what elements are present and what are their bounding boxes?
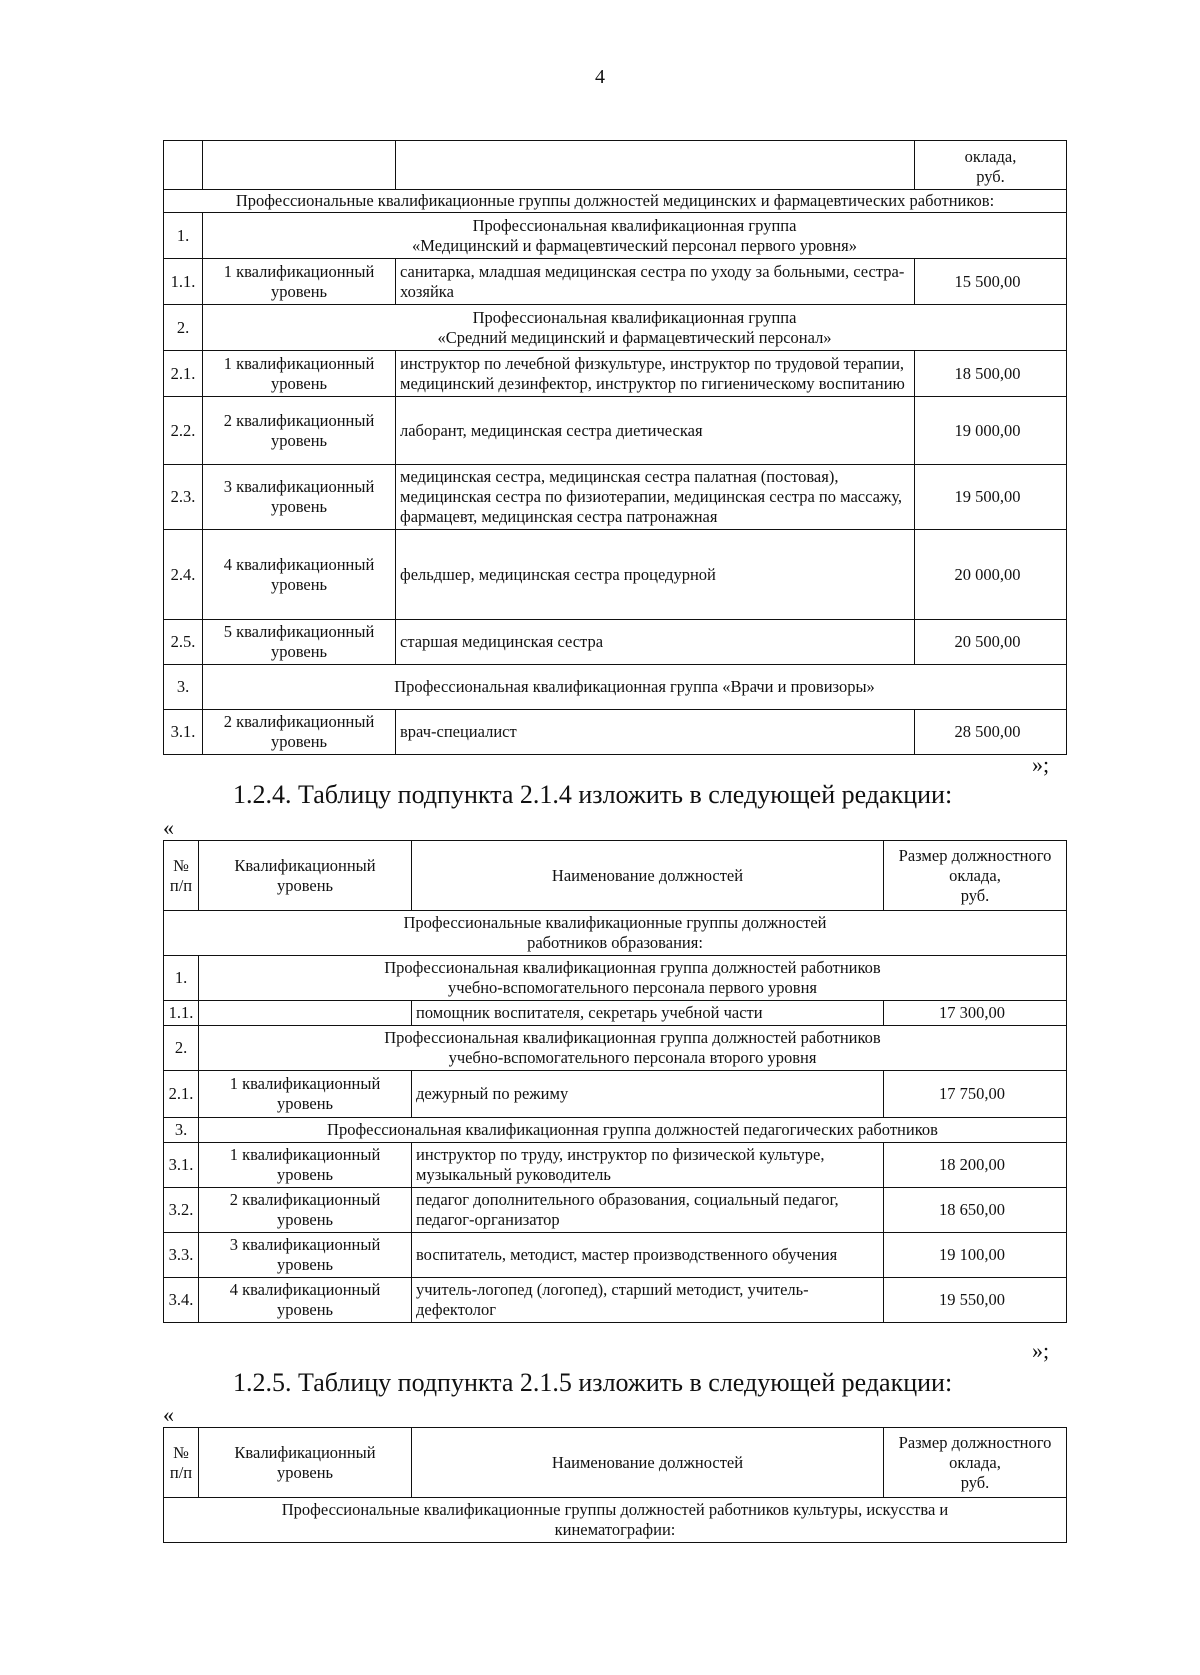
position-names: инструктор по труду, инструктор по физической культуре, музыкальный руководитель xyxy=(412,1143,884,1188)
salary-value: 19 100,00 xyxy=(884,1233,1067,1278)
salary-header-cell: оклада, руб. xyxy=(915,141,1067,190)
group-title-row xyxy=(164,911,1067,956)
header-salary: Размер должностного оклада, руб. xyxy=(884,1428,1067,1498)
group-name: Профессиональная квалификационная группа должностей работников учебно-вспомогательного персонала второго уровня xyxy=(199,1026,1067,1071)
position-names: помощник воспитателя, секретарь учебной части xyxy=(412,1001,884,1026)
row-number: 1. xyxy=(164,956,199,1001)
group-row xyxy=(164,1118,1067,1143)
page-number: 4 xyxy=(595,66,605,88)
row-number: 3. xyxy=(164,1118,199,1143)
section-heading-1-2-4: 1.2.4. Таблицу подпункта 2.1.4 изложить в следующей редакции: xyxy=(233,780,953,809)
salary-value: 17 750,00 xyxy=(884,1071,1067,1118)
position-names: педагог дополнительного образования, социальный педагог, педагог-организатор xyxy=(412,1188,884,1233)
header-level: Квалификационный уровень xyxy=(199,841,412,911)
row-number: 2.1. xyxy=(164,351,203,397)
row-number: 3. xyxy=(164,665,203,710)
position-names: дежурный по режиму xyxy=(412,1071,884,1118)
salary-value: 19 000,00 xyxy=(915,397,1067,465)
salary-value: 19 500,00 xyxy=(915,465,1067,530)
header-number: № п/п xyxy=(164,1428,199,1498)
row-number: 1.1. xyxy=(164,1001,199,1026)
qualification-level: 4 квалификационный уровень xyxy=(199,1278,412,1323)
row-number: 2.3. xyxy=(164,465,203,530)
position-names: инструктор по лечебной физкультуре, инструктор по трудовой терапии, медицинский дезинфектор, инструктор по гигиеническому воспитанию xyxy=(396,351,915,397)
position-names: фельдшер, медицинская сестра процедурной xyxy=(396,530,915,620)
group-title-row xyxy=(164,190,1067,213)
header-level: Квалификационный уровень xyxy=(199,1428,412,1498)
group-title: Профессиональные квалификационные группы должностей медицинских и фармацевтических работников: xyxy=(164,190,1067,213)
salary-value: 20 500,00 xyxy=(915,620,1067,665)
qualification-level: 3 квалификационный уровень xyxy=(199,1233,412,1278)
qualification-level xyxy=(199,1001,412,1026)
table-row xyxy=(164,465,1067,530)
row-number: 3.4. xyxy=(164,1278,199,1323)
qualification-level: 2 квалификационный уровень xyxy=(203,710,396,755)
table-row xyxy=(164,259,1067,305)
position-names: врач-специалист xyxy=(396,710,915,755)
salary-value: 18 200,00 xyxy=(884,1143,1067,1188)
row-number: 2. xyxy=(164,1026,199,1071)
group-row xyxy=(164,1026,1067,1071)
salary-value: 28 500,00 xyxy=(915,710,1067,755)
group-title-row xyxy=(164,1498,1067,1543)
position-names: воспитатель, методист, мастер производственного обучения xyxy=(412,1233,884,1278)
qualification-level: 1 квалификационный уровень xyxy=(203,351,396,397)
group-name: Профессиональная квалификационная группа «Средний медицинский и фармацевтический персонал» xyxy=(203,305,1067,351)
table-row xyxy=(164,1188,1067,1233)
header-number: № п/п xyxy=(164,841,199,911)
table-row xyxy=(164,710,1067,755)
opening-quote: « xyxy=(163,1402,174,1427)
qualification-level: 5 квалификационный уровень xyxy=(203,620,396,665)
education-staff-salary-table xyxy=(163,840,1067,1323)
row-number: 2.2. xyxy=(164,397,203,465)
table-row xyxy=(164,1071,1067,1118)
closing-quote: »; xyxy=(1032,1338,1050,1363)
row-number: 2.5. xyxy=(164,620,203,665)
group-row xyxy=(164,665,1067,710)
qualification-level: 1 квалификационный уровень xyxy=(203,259,396,305)
header-positions: Наименование должностей xyxy=(412,841,884,911)
group-name: Профессиональная квалификационная группа «Медицинский и фармацевтический персонал первого уровня» xyxy=(203,213,1067,259)
table-row xyxy=(164,1001,1067,1026)
qualification-level: 1 квалификационный уровень xyxy=(199,1143,412,1188)
qualification-level: 3 квалификационный уровень xyxy=(203,465,396,530)
row-number: 3.2. xyxy=(164,1188,199,1233)
table-row xyxy=(164,620,1067,665)
header-salary: Размер должностного оклада, руб. xyxy=(884,841,1067,911)
group-row xyxy=(164,305,1067,351)
section-heading-1-2-5: 1.2.5. Таблицу подпункта 2.1.5 изложить в следующей редакции: xyxy=(233,1368,953,1397)
row-number: 2.1. xyxy=(164,1071,199,1118)
qualification-level: 1 квалификационный уровень xyxy=(199,1071,412,1118)
opening-quote: « xyxy=(163,815,174,840)
salary-value: 20 000,00 xyxy=(915,530,1067,620)
row-number: 3.1. xyxy=(164,710,203,755)
table-row xyxy=(164,1143,1067,1188)
group-name: Профессиональная квалификационная группа должностей педагогических работников xyxy=(199,1118,1067,1143)
table-row xyxy=(164,530,1067,620)
position-names: санитарка, младшая медицинская сестра по уходу за больными, сестра-хозяйка xyxy=(396,259,915,305)
group-name: Профессиональная квалификационная группа «Врачи и провизоры» xyxy=(203,665,1067,710)
table-header-row xyxy=(164,841,1067,911)
row-number: 2.4. xyxy=(164,530,203,620)
position-names: старшая медицинская сестра xyxy=(396,620,915,665)
position-names: учитель-логопед (логопед), старший методист, учитель-дефектолог xyxy=(412,1278,884,1323)
position-names: медицинская сестра, медицинская сестра палатная (постовая), медицинская сестра по физиотерапии, медицинская сестра по массажу, фармацевт, медицинская сестра патронажная xyxy=(396,465,915,530)
header-positions: Наименование должностей xyxy=(412,1428,884,1498)
table-row xyxy=(164,397,1067,465)
group-row xyxy=(164,213,1067,259)
table-row xyxy=(164,1233,1067,1278)
table-header-row xyxy=(164,1428,1067,1498)
row-number: 3.1. xyxy=(164,1143,199,1188)
row-number: 3.3. xyxy=(164,1233,199,1278)
salary-value: 18 650,00 xyxy=(884,1188,1067,1233)
row-number: 1. xyxy=(164,213,203,259)
closing-quote: »; xyxy=(1032,752,1050,777)
salary-value: 19 550,00 xyxy=(884,1278,1067,1323)
medical-staff-salary-table xyxy=(163,140,1067,755)
salary-value: 15 500,00 xyxy=(915,259,1067,305)
table-row xyxy=(164,1278,1067,1323)
salary-value: 18 500,00 xyxy=(915,351,1067,397)
salary-value: 17 300,00 xyxy=(884,1001,1067,1026)
group-row xyxy=(164,956,1067,1001)
group-title: Профессиональные квалификационные группы должностей работников образования: xyxy=(164,911,1067,956)
qualification-level: 2 квалификационный уровень xyxy=(199,1188,412,1233)
table-header-row xyxy=(164,141,1067,190)
group-name: Профессиональная квалификационная группа должностей работников учебно-вспомогательного персонала первого уровня xyxy=(199,956,1067,1001)
table-row xyxy=(164,351,1067,397)
qualification-level: 4 квалификационный уровень xyxy=(203,530,396,620)
row-number: 1.1. xyxy=(164,259,203,305)
group-title: Профессиональные квалификационные группы должностей работников культуры, искусства и кинематографии: xyxy=(164,1498,1067,1543)
row-number: 2. xyxy=(164,305,203,351)
position-names: лаборант, медицинская сестра диетическая xyxy=(396,397,915,465)
qualification-level: 2 квалификационный уровень xyxy=(203,397,396,465)
culture-staff-salary-table xyxy=(163,1427,1067,1543)
